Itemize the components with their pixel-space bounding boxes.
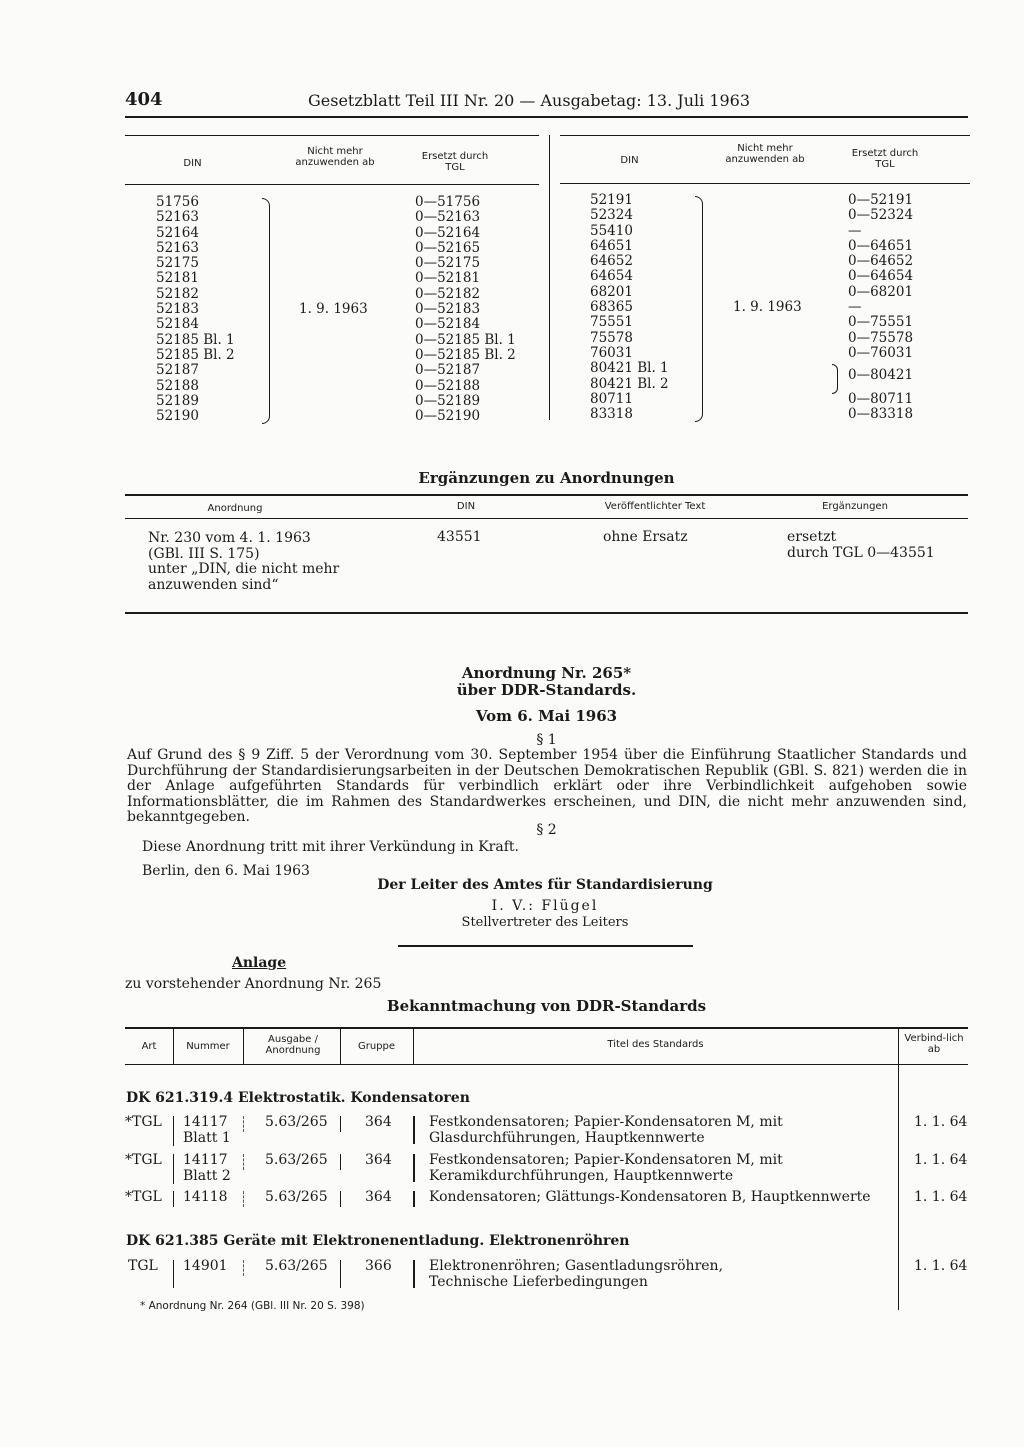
ergaenzungen-ergaenzung-cell: ersetzt durch TGL 0—43551	[787, 529, 935, 561]
ergaenzungen-bottom-rule	[125, 612, 968, 614]
row-nummer: 14118	[183, 1189, 228, 1205]
tgl-entry: 0—75551	[848, 314, 914, 331]
signature-name: I. V.: Flügel	[491, 898, 599, 914]
anlage-title: Anlage	[232, 955, 287, 971]
row-sep	[243, 1191, 245, 1207]
row-ausgabe: 5.63/265	[265, 1152, 328, 1168]
paragraph-2-mark: § 2	[536, 822, 557, 838]
row-art: *TGL	[125, 1114, 162, 1130]
din-entry: 52191	[590, 192, 633, 208]
tgl-entry: 0—52163	[415, 209, 481, 226]
row-sep	[173, 1154, 174, 1184]
row-verbindlich: 1. 1. 64	[914, 1258, 968, 1274]
ergaenzungen-anordnung-cell: Nr. 230 vom 4. 1. 1963 (GBl. III S. 175) unter „DIN, die nicht mehr anzuwenden sind“	[148, 530, 340, 593]
standard-row-4	[125, 1259, 975, 1293]
tgl-entry: —	[848, 299, 862, 316]
row-gruppe: 364	[365, 1189, 392, 1205]
tgl-entry: 0—76031	[848, 344, 914, 361]
din-table-left-header-rule	[125, 184, 539, 185]
row-art: *TGL	[125, 1152, 162, 1168]
ergaenzungen-title: Ergänzungen zu Anordnungen	[418, 469, 675, 487]
row-gruppe: 366	[365, 1258, 392, 1274]
ergaenzungen-header-rule	[125, 518, 968, 519]
row-sep	[340, 1154, 341, 1170]
tgl-list-right	[848, 193, 913, 422]
din-entry: 68365	[590, 299, 633, 316]
signature-role: Stellvertreter des Leiters	[461, 915, 629, 930]
tgl-entry: 0—80711	[848, 390, 914, 407]
tgl-entry: 0—52164	[415, 224, 481, 241]
date-left: 1. 9. 1963	[299, 301, 368, 317]
row-nummer: 14117 Blatt 1	[183, 1114, 231, 1146]
brace-80421	[832, 364, 838, 394]
signature-authority: Der Leiter des Amtes für Standardisierung	[377, 877, 713, 893]
row-sep	[340, 1116, 341, 1132]
tgl-entry: 0—80421	[848, 367, 914, 384]
row-titel: Festkondensatoren; Papier-Kondensatoren M, mit Keramikdurchführungen, Hauptkennwerte	[429, 1152, 783, 1184]
din-entry: 52182	[156, 285, 199, 302]
din-entry: 52185 Bl. 1	[156, 331, 235, 348]
tgl-entry: 0—83318	[848, 406, 914, 423]
row-titel: Elektronenröhren; Gasentladungsröhren, Technische Lieferbedingungen	[429, 1258, 724, 1290]
din-entry: 52188	[156, 377, 199, 394]
tgl-entry: 0—52182	[415, 285, 481, 302]
din-list-left	[156, 195, 235, 424]
anlage-table-header	[125, 1027, 968, 1065]
tgl-list-left	[415, 195, 516, 424]
header-rule	[125, 116, 968, 118]
tgl-entry: 0—52190	[415, 408, 481, 425]
row-sep	[243, 1260, 245, 1276]
anordnung-title-1: Anordnung Nr. 265*	[461, 664, 632, 682]
standard-row-3	[125, 1190, 975, 1210]
paragraph-1-mark: § 1	[536, 732, 557, 748]
row-ausgabe: 5.63/265	[265, 1258, 328, 1274]
row-sep	[173, 1116, 174, 1146]
row-art: TGL	[128, 1258, 158, 1274]
standard-row-1	[125, 1115, 975, 1149]
anlage-heading: Bekanntmachung von DDR-Standards	[386, 997, 707, 1015]
din-entry: 83318	[590, 406, 633, 423]
din-entry: 64651	[590, 237, 633, 254]
row-gruppe: 364	[365, 1114, 392, 1130]
col-titel: Titel des Standards	[607, 1039, 704, 1050]
row-sep	[413, 1116, 415, 1144]
running-title: Gesetzblatt Teil III Nr. 20 — Ausgabetag: 13. Juli 1963	[308, 91, 751, 110]
row-gruppe: 364	[365, 1152, 392, 1168]
row-verbindlich: 1. 1. 64	[914, 1189, 968, 1205]
tgl-entry: 0—68201	[848, 283, 914, 300]
paragraph-2-text: Diese Anordnung tritt mit ihrer Verkündung in Kraft.	[142, 839, 519, 855]
ergaenzungen-text-cell: ohne Ersatz	[603, 529, 688, 545]
din-entry: 52324	[590, 207, 633, 224]
tgl-entry: 0—52188	[415, 377, 481, 394]
din-entry: 52183	[156, 301, 199, 318]
anordnung-title-2: über DDR-Standards.	[456, 681, 637, 699]
tgl-entry: 0—52189	[415, 392, 481, 409]
din-entry: 52175	[156, 255, 199, 272]
row-ausgabe: 5.63/265	[265, 1189, 328, 1205]
ergaenzungen-top-rule	[125, 494, 968, 496]
anlage-subtitle: zu vorstehender Anordnung Nr. 265	[125, 976, 382, 992]
paragraph-1-text: Auf Grund des § 9 Ziff. 5 der Verordnung vom 30. September 1954 über die Einführung Staatlicher Standards und Durchführung der Standardisierungsarbeiten in der Deutschen Demokratischen Republik (GBl. S. 821) werden die in der Anlage aufgeführten Standards für verbindlich erklärt oder ihre Verbindlichkeit aufgehoben sowie Informationsblätter, die im Rahmen des Standardwerkes erscheinen, und DIN, die nicht mehr anzuwenden sind, bekanntgegeben.	[127, 747, 967, 825]
tgl-entry: 0—51756	[415, 194, 481, 210]
row-sep	[173, 1191, 174, 1207]
tgl-entry: 0—64654	[848, 268, 914, 285]
brace-right	[695, 196, 703, 422]
row-nummer: 14901	[183, 1258, 228, 1274]
tgl-entry: 0—64651	[848, 237, 914, 254]
din-entry: 52163	[156, 209, 199, 226]
din-entry: 52187	[156, 362, 199, 379]
row-nummer: 14117 Blatt 2	[183, 1152, 231, 1184]
tgl-entry: 0—52191	[848, 192, 914, 208]
tgl-entry: 0—52185 Bl. 1	[415, 331, 516, 348]
place-date: Berlin, den 6. Mai 1963	[142, 863, 310, 879]
din-table-left-top-rule	[125, 135, 539, 136]
ergaenzungen-col-anordnung: Anordnung	[207, 503, 263, 514]
din-entry: 68201	[590, 283, 633, 300]
tgl-entry: —	[848, 222, 862, 239]
row-sep	[340, 1191, 341, 1207]
din-entry: 75578	[590, 329, 633, 346]
ergaenzungen-col-din: DIN	[456, 501, 476, 512]
din-entry: 52184	[156, 316, 199, 333]
row-titel: Kondensatoren; Glättungs-Kondensatoren B, Hauptkennwerte	[429, 1189, 871, 1205]
din-entry: 80421 Bl. 2	[590, 375, 669, 392]
anordnung-date: Vom 6. Mai 1963	[475, 707, 618, 725]
din-entry: 52185 Bl. 2	[156, 346, 235, 363]
dk-group-2: DK 621.385 Geräte mit Elektronenentladung. Elektronenröhren	[126, 1233, 630, 1249]
din-entry: 80421 Bl. 1	[590, 360, 669, 377]
row-sep	[243, 1116, 245, 1132]
col-ausgabe: Ausgabe / Anordnung	[265, 1034, 321, 1056]
nicht-mehr-col-header-right: Nicht mehr anzuwenden ab	[725, 143, 805, 165]
tgl-entry: 0—52324	[848, 207, 914, 224]
row-sep	[413, 1191, 415, 1207]
dk-group-1: DK 621.319.4 Elektrostatik. Kondensatoren	[126, 1090, 470, 1106]
tgl-entry: 0—64652	[848, 253, 914, 270]
din-entry: 52181	[156, 270, 199, 287]
din-entry: 52189	[156, 392, 199, 409]
col-verbindlich: Verbind-lich ab	[904, 1033, 964, 1055]
page-number: 404	[125, 89, 163, 110]
date-right: 1. 9. 1963	[733, 299, 802, 315]
ergaenzungen-col-text: Veröffentlichter Text	[604, 501, 706, 512]
din-entry: 55410	[590, 222, 633, 239]
din-list-right	[590, 193, 669, 422]
din-entry: 76031	[590, 344, 633, 361]
footnote: * Anordnung Nr. 264 (GBl. III Nr. 20 S. 398)	[140, 1300, 365, 1312]
din-entry: 52190	[156, 408, 199, 425]
din-entry: 64652	[590, 253, 633, 270]
nicht-mehr-col-header: Nicht mehr anzuwenden ab	[295, 146, 375, 168]
ergaenzungen-col-ergaenzungen: Ergänzungen	[822, 501, 888, 512]
signature-rule	[398, 945, 693, 947]
row-art: *TGL	[125, 1189, 162, 1205]
din-table-right-header-rule	[560, 183, 970, 184]
ersetzt-col-header-right: Ersetzt durch TGL	[851, 148, 919, 170]
din-table-right-top-rule	[560, 135, 970, 136]
tgl-entry: 0—75578	[848, 329, 914, 346]
din-col-header: DIN	[183, 158, 202, 169]
col-nummer: Nummer	[186, 1041, 230, 1052]
row-ausgabe: 5.63/265	[265, 1114, 328, 1130]
col-sep-5	[898, 1029, 899, 1064]
tgl-entry: 0—52185 Bl. 2	[415, 346, 516, 363]
ersetzt-col-header: Ersetzt durch TGL	[421, 151, 489, 173]
col-art: Art	[141, 1041, 157, 1052]
ergaenzungen-din-cell: 43551	[437, 529, 482, 545]
col-sep-2	[243, 1029, 244, 1064]
row-sep	[413, 1154, 415, 1182]
tgl-entry: 0—52183	[415, 301, 481, 318]
row-verbindlich: 1. 1. 64	[914, 1114, 968, 1130]
tgl-entry: 0—52187	[415, 362, 481, 379]
row-titel: Festkondensatoren; Papier-Kondensatoren M, mit Glasdurchführungen, Hauptkennwerte	[429, 1114, 783, 1146]
din-entry: 75551	[590, 314, 633, 331]
col-gruppe: Gruppe	[357, 1041, 396, 1052]
tgl-entry: 0—52165	[415, 239, 481, 256]
tgl-entry: 0—52184	[415, 316, 481, 333]
row-sep	[173, 1260, 174, 1288]
din-table-divider	[549, 135, 550, 420]
row-verbindlich: 1. 1. 64	[914, 1152, 968, 1168]
din-entry: 52164	[156, 224, 199, 241]
din-entry: 52163	[156, 239, 199, 256]
row-sep	[413, 1260, 415, 1288]
tgl-entry: 0—52175	[415, 255, 481, 272]
din-entry: 80711	[590, 390, 633, 407]
tgl-entry: 0—52181	[415, 270, 481, 287]
din-entry: 51756	[156, 194, 199, 210]
standard-row-2	[125, 1153, 975, 1187]
din-col-header-right: DIN	[620, 155, 639, 166]
din-entry: 64654	[590, 268, 633, 285]
brace-left	[262, 198, 270, 424]
row-sep	[243, 1154, 245, 1170]
row-sep	[340, 1260, 341, 1288]
